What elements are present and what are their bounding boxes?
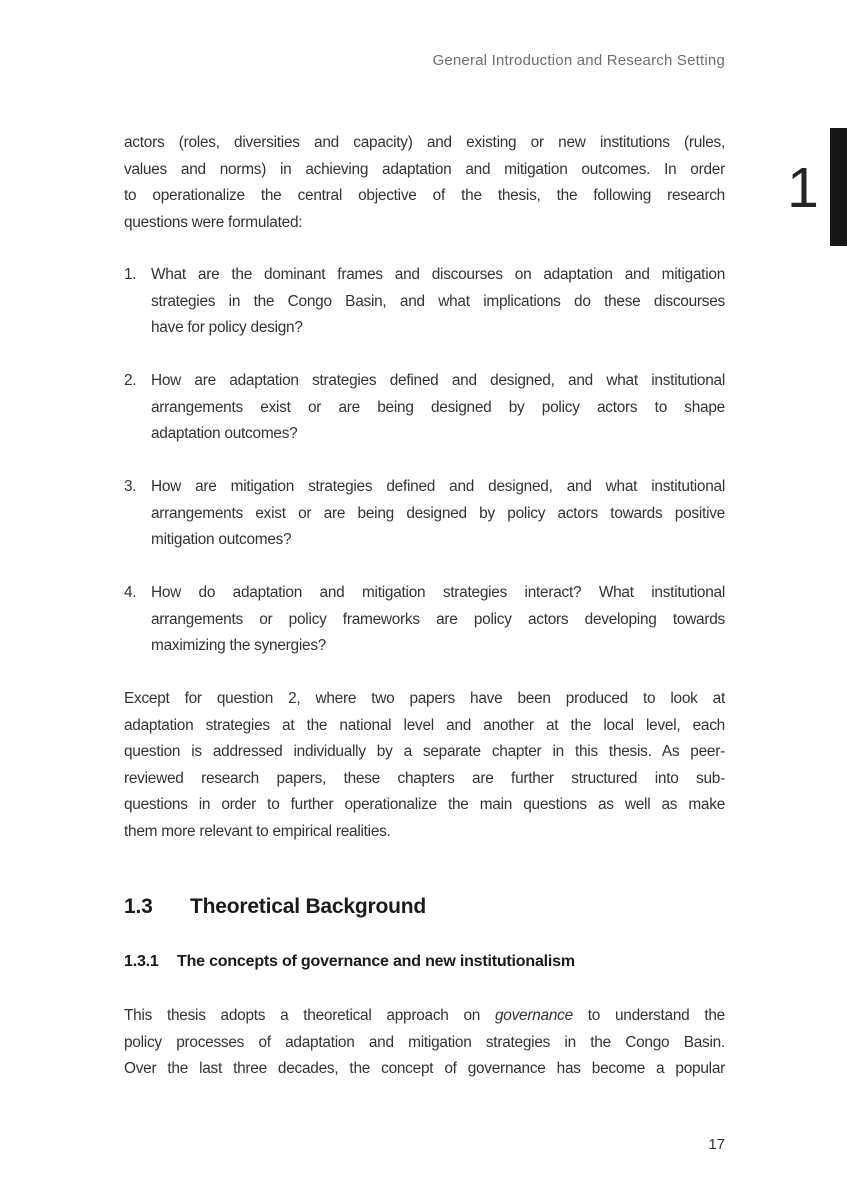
subsection-title: The concepts of governance and new institutionalism	[177, 953, 575, 970]
paragraph-line	[124, 1003, 725, 1030]
paragraph-line: to operationalize the central objective of the thesis, the following research	[124, 187, 725, 204]
question-line: adaptation outcomes?	[151, 425, 298, 442]
paragraph-line: policy processes of adaptation and mitigation strategies in the Congo Basin.	[124, 1033, 725, 1051]
question-line: arrangements or policy frameworks are policy actors developing towards	[151, 610, 725, 628]
subsection-heading-governance-institutionalism	[124, 951, 725, 973]
question-number: 2.	[124, 372, 137, 389]
question-line: arrangements exist or are being designed by policy actors to shape	[151, 398, 725, 416]
question-line: arrangements exist or are being designed by policy actors towards positive	[151, 504, 725, 522]
paragraph-line: Except for question 2, where two papers have been produced to look at	[124, 690, 725, 707]
question-text	[151, 368, 725, 448]
question-line: How are adaptation strategies defined and designed, and what institutional	[151, 372, 725, 389]
paragraph-line: questions in order to further operationalize the main questions as well as make	[124, 796, 725, 813]
paragraph-line: questions were formulated:	[124, 213, 303, 231]
paragraph-line: adaptation strategies at the national level and another at the local level, each	[124, 716, 725, 734]
question-number: 3.	[124, 478, 137, 495]
question-line: maximizing the synergies?	[151, 637, 327, 654]
question-line: mitigation outcomes?	[151, 531, 292, 548]
chapter-tab-marker	[830, 128, 847, 246]
page-content	[124, 130, 725, 1083]
paragraph-line: them more relevant to empirical realities.	[124, 822, 391, 840]
section-number: 1.3	[124, 895, 153, 918]
running-header: General Introduction and Research Setting	[432, 52, 725, 69]
emphasis-governance: governance	[494, 1007, 573, 1024]
question-text	[151, 580, 725, 660]
research-question-3	[124, 474, 725, 554]
paragraph-line: Over the last three decades, the concept of governance has become a popular	[124, 1060, 725, 1077]
question-line: How do adaptation and mitigation strategies interact? What institutional	[151, 584, 725, 601]
paragraph-text: This thesis adopts a theoretical approach on	[124, 1007, 495, 1024]
research-question-2	[124, 368, 725, 448]
section-heading-theoretical-background	[124, 893, 725, 920]
research-question-4	[124, 580, 725, 660]
section-title: Theoretical Background	[190, 895, 426, 918]
research-question-1	[124, 262, 725, 342]
question-line: What are the dominant frames and discourses on adaptation and mitigation	[151, 266, 725, 283]
paragraph-intro	[124, 130, 725, 236]
paragraph-line: reviewed research papers, these chapters are further structured into sub-	[124, 769, 725, 787]
question-line: strategies in the Congo Basin, and what implications do these discourses	[151, 292, 725, 310]
chapter-number: 1	[787, 156, 819, 220]
question-line: have for policy design?	[151, 319, 303, 336]
question-number: 1.	[124, 266, 137, 283]
paragraph-line: values and norms) in achieving adaptation and mitigation outcomes. In order	[124, 160, 725, 178]
question-text	[151, 474, 725, 554]
research-questions-list	[124, 262, 725, 660]
paragraph-chapter-structure	[124, 686, 725, 845]
paragraph-governance-approach	[124, 1003, 725, 1083]
question-text	[151, 262, 725, 342]
page-number: 17	[708, 1136, 725, 1153]
subsection-number: 1.3.1	[124, 953, 159, 970]
paragraph-line: question is addressed individually by a separate chapter in this thesis. As peer-	[124, 743, 725, 760]
paragraph-text: to understand the	[572, 1007, 725, 1024]
paragraph-line: actors (roles, diversities and capacity) and existing or new institutions (rules,	[124, 134, 725, 151]
question-line: How are mitigation strategies defined and designed, and what institutional	[151, 478, 725, 495]
question-number: 4.	[124, 584, 137, 601]
